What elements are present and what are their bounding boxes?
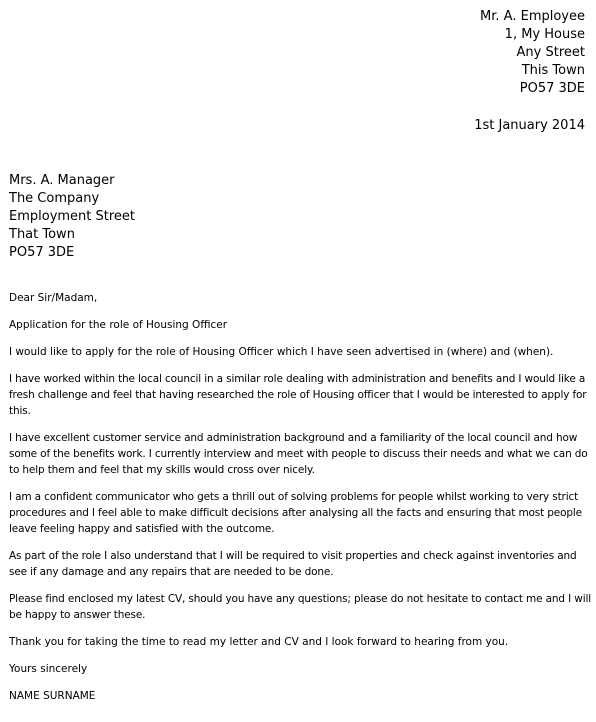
sender-address xyxy=(480,8,585,98)
paragraph-communicator: I am a confident communicator who gets a thrill out of solving problems for people whilst working to very strict procedures and I feel able to make difficult decisions after analysing all the facts and ensuring that most people leave feeling happy and satisfied with the outcome. xyxy=(9,491,582,535)
recipient-company: The Company xyxy=(9,191,100,206)
letter-date: 1st January 2014 xyxy=(474,118,585,133)
sender-name: Mr. A. Employee xyxy=(480,9,585,24)
recipient-address xyxy=(9,172,135,262)
paragraph-experience: I have worked within the local council in a similar role dealing with administration and benefits and I would like a fresh challenge and feel that having researched the role of Housing officer that I would be interested to apply for this. xyxy=(9,373,587,417)
paragraph-role-duties: As part of the role I also understand that I will be required to visit properties and check against inventories and see if any damage and any repairs that are needed to be done. xyxy=(9,550,577,578)
paragraph-thank-you: Thank you for taking the time to read my letter and CV and I look forward to hearing from you. xyxy=(9,636,509,648)
recipient-postcode: PO57 3DE xyxy=(9,245,75,260)
sender-address-line-2: Any Street xyxy=(516,45,585,60)
paragraph-skills: I have excellent customer service and administration background and a familiarity of the local council and how some of the benefits work. I currently interview and meet with people to discuss their needs and what we can do to help them and feel that my skills would cross over nicely. xyxy=(9,432,588,476)
signature-name: NAME SURNAME xyxy=(9,690,96,702)
paragraph-intro: I would like to apply for the role of Housing Officer which I have seen advertised in (where) and (when). xyxy=(9,346,554,358)
recipient-town: That Town xyxy=(9,227,75,242)
closing: Yours sincerely xyxy=(9,663,88,675)
paragraph-cv-enclosed: Please find enclosed my latest CV, should you have any questions; please do not hesitate to contact me and I will be happy to answer these. xyxy=(9,593,591,621)
salutation: Dear Sir/Madam, xyxy=(9,292,98,304)
recipient-street: Employment Street xyxy=(9,209,136,224)
subject-line: Application for the role of Housing Officer xyxy=(9,319,228,331)
recipient-name: Mrs. A. Manager xyxy=(9,173,115,188)
sender-address-line-1: 1, My House xyxy=(504,27,585,42)
sender-town: This Town xyxy=(521,63,585,78)
sender-postcode: PO57 3DE xyxy=(519,81,585,96)
letter-body xyxy=(9,290,593,715)
